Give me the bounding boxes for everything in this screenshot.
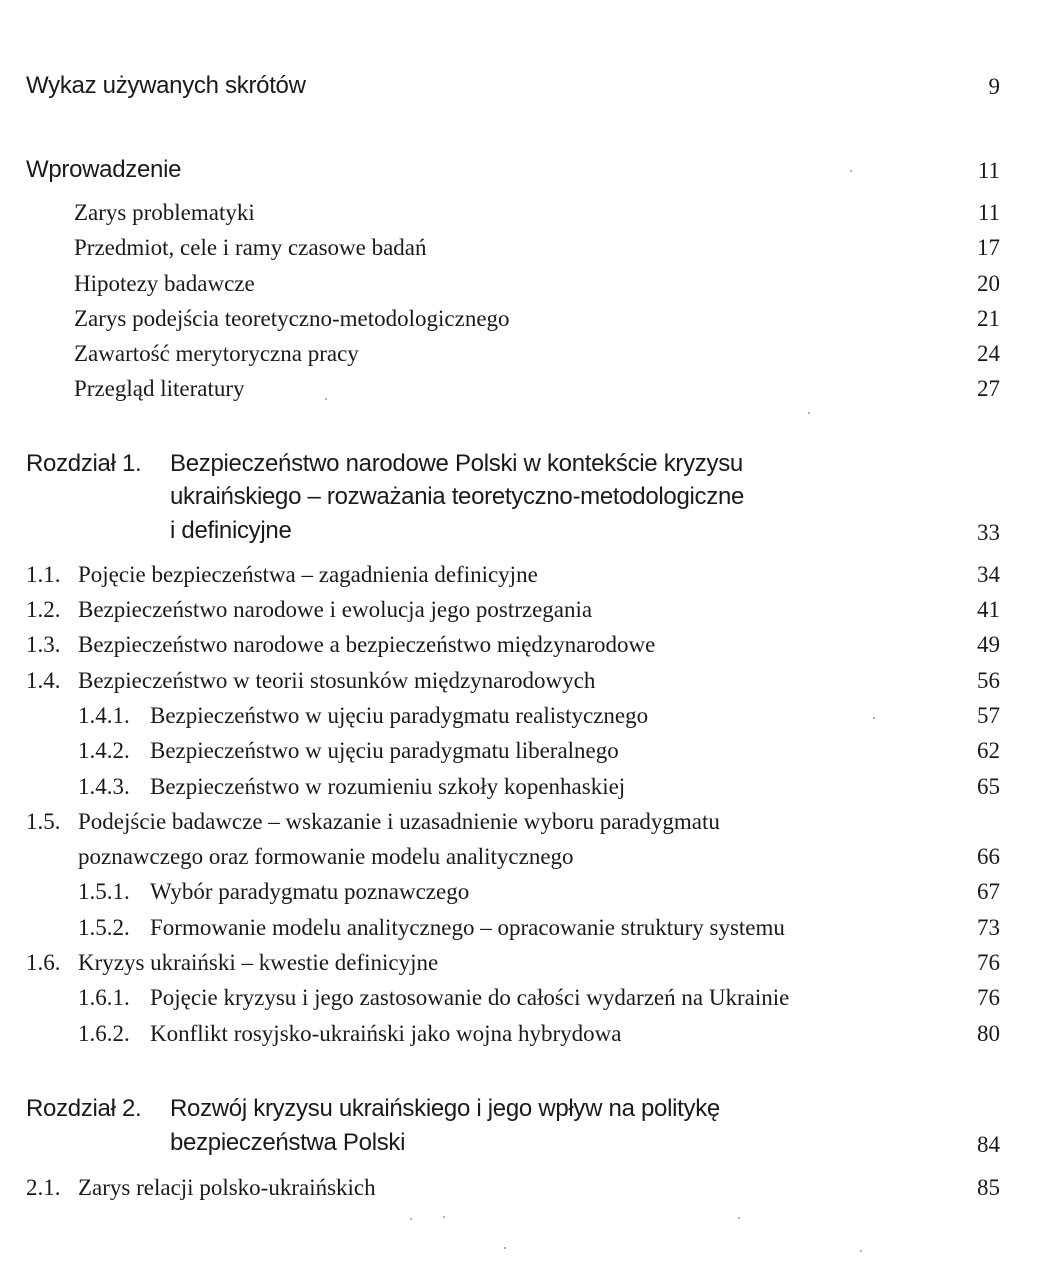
- toc-item-title: Zarys podejścia teoretyczno-metodologicznego: [74, 306, 510, 331]
- toc-page-number: 57: [977, 703, 1000, 728]
- toc-section[interactable]: [0, 950, 1060, 980]
- subsection-title: Formowanie modelu analitycznego – opracowanie struktury systemu: [150, 915, 785, 940]
- toc-page-number: 80: [977, 1021, 1000, 1046]
- scan-speck: [850, 170, 852, 172]
- toc-page-number: 21: [977, 306, 1000, 331]
- toc-section[interactable]: [0, 1175, 1060, 1205]
- toc-section[interactable]: [0, 809, 1060, 874]
- toc-title: Wprowadzenie: [26, 156, 182, 183]
- subsection-title: Bezpieczeństwo w rozumieniu szkoły kopenhaskiej: [150, 774, 626, 799]
- section-number: 1.6.: [26, 950, 61, 975]
- subsection-number: 1.4.1.: [78, 703, 130, 728]
- toc-page-number: 11: [977, 200, 1000, 225]
- toc-page-number: 27: [977, 376, 1000, 401]
- toc-entry-introduction[interactable]: [0, 156, 1060, 188]
- scan-speck: [443, 1216, 445, 1218]
- subsection-number: 1.4.3.: [78, 774, 130, 799]
- toc-page-number: 84: [977, 1132, 1000, 1157]
- toc-page-number: 34: [977, 562, 1000, 587]
- toc-page-number: 11: [977, 158, 1000, 183]
- toc-page-number: 65: [977, 774, 1000, 799]
- section-number: 1.2.: [26, 597, 61, 622]
- toc-page-number: 76: [977, 985, 1000, 1010]
- toc-page-number: 20: [977, 271, 1000, 296]
- scan-speck: [808, 412, 810, 414]
- toc-page-number: 9: [988, 74, 1000, 99]
- toc-subsection[interactable]: [0, 738, 1060, 768]
- toc-subsection[interactable]: [0, 1021, 1060, 1051]
- chapter-label: Rozdział 1.: [26, 450, 142, 477]
- toc-item[interactable]: [0, 341, 1060, 371]
- toc-item-title: Hipotezy badawcze: [74, 271, 255, 296]
- toc-page-number: 33: [977, 520, 1000, 545]
- scan-speck: [738, 1217, 740, 1219]
- toc-page-number: 56: [977, 668, 1000, 693]
- section-title: Zarys relacji polsko-ukraińskich: [78, 1175, 376, 1200]
- toc-page-number: 73: [977, 915, 1000, 940]
- toc-item[interactable]: [0, 271, 1060, 301]
- toc-page-number: 17: [977, 235, 1000, 260]
- toc-page-number: 24: [977, 341, 1000, 366]
- subsection-number: 1.6.2.: [78, 1021, 130, 1046]
- section-title: Podejście badawcze – wskazanie i uzasadnienie wyboru paradygmatu: [78, 809, 720, 834]
- toc-page-number: 76: [977, 950, 1000, 975]
- section-number: 1.4.: [26, 668, 61, 693]
- toc-item-title: Zarys problematyki: [74, 200, 255, 225]
- toc-item[interactable]: [0, 306, 1060, 336]
- toc-item[interactable]: [0, 235, 1060, 265]
- chapter-title-line: Bezpieczeństwo narodowe Polski w kontekście kryzysu: [170, 450, 743, 477]
- chapter-title-line: i definicyjne: [170, 517, 292, 544]
- toc-page-number: 66: [977, 844, 1000, 869]
- section-number: 1.1.: [26, 562, 61, 587]
- section-title-continuation: poznawczego oraz formowanie modelu analitycznego: [78, 844, 574, 869]
- toc-item-title: Przedmiot, cele i ramy czasowe badań: [74, 235, 427, 260]
- toc-title: Wykaz używanych skrótów: [26, 72, 306, 99]
- subsection-number: 1.4.2.: [78, 738, 130, 763]
- toc-page-number: 62: [977, 738, 1000, 763]
- scan-speck: [504, 1247, 506, 1249]
- subsection-title: Wybór paradygmatu poznawczego: [150, 879, 470, 904]
- scan-speck: [410, 1218, 412, 1220]
- toc-subsection[interactable]: [0, 985, 1060, 1015]
- scan-speck: [860, 1250, 862, 1252]
- scan-speck: [873, 717, 875, 719]
- toc-chapter-2[interactable]: [0, 1095, 1060, 1165]
- section-title: Bezpieczeństwo narodowe a bezpieczeństwo międzynarodowe: [78, 632, 656, 657]
- toc-item-title: Przegląd literatury: [74, 376, 245, 401]
- section-number: 1.3.: [26, 632, 61, 657]
- chapter-title-line: ukraińskiego – rozważania teoretyczno-metodologiczne: [170, 483, 745, 510]
- toc-item[interactable]: [0, 376, 1060, 406]
- toc-page-number: 67: [977, 879, 1000, 904]
- chapter-title-line: Rozwój kryzysu ukraińskiego i jego wpływ na politykę: [170, 1095, 720, 1122]
- toc-subsection[interactable]: [0, 915, 1060, 945]
- toc-page-number: 49: [977, 632, 1000, 657]
- toc-subsection[interactable]: [0, 879, 1060, 909]
- toc-entry-abbreviations[interactable]: [0, 72, 1060, 104]
- toc-item-title: Zawartość merytoryczna pracy: [74, 341, 359, 366]
- section-number: 2.1.: [26, 1175, 61, 1200]
- subsection-title: Bezpieczeństwo w ujęciu paradygmatu liberalnego: [150, 738, 619, 763]
- toc-subsection[interactable]: [0, 774, 1060, 804]
- subsection-number: 1.6.1.: [78, 985, 130, 1010]
- subsection-title: Pojęcie kryzysu i jego zastosowanie do całości wydarzeń na Ukrainie: [150, 985, 790, 1010]
- toc-section[interactable]: [0, 668, 1060, 698]
- toc-chapter-1[interactable]: [0, 450, 1060, 550]
- toc-subsection[interactable]: [0, 703, 1060, 733]
- subsection-title: Konflikt rosyjsko-ukraiński jako wojna hybrydowa: [150, 1021, 622, 1046]
- toc-page-number: 41: [977, 597, 1000, 622]
- subsection-number: 1.5.2.: [78, 915, 130, 940]
- subsection-number: 1.5.1.: [78, 879, 130, 904]
- scan-speck: [325, 398, 327, 400]
- section-title: Kryzys ukraiński – kwestie definicyjne: [78, 950, 439, 975]
- section-title: Pojęcie bezpieczeństwa – zagadnienia definicyjne: [78, 562, 538, 587]
- chapter-label: Rozdział 2.: [26, 1095, 142, 1122]
- subsection-title: Bezpieczeństwo w ujęciu paradygmatu realistycznego: [150, 703, 649, 728]
- chapter-title-line: bezpieczeństwa Polski: [170, 1129, 406, 1156]
- toc-page-number: 85: [977, 1175, 1000, 1200]
- section-title: Bezpieczeństwo narodowe i ewolucja jego postrzegania: [78, 597, 593, 622]
- toc-item[interactable]: [0, 200, 1060, 230]
- section-number: 1.5.: [26, 809, 61, 834]
- toc-section[interactable]: [0, 632, 1060, 662]
- section-title: Bezpieczeństwo w teorii stosunków międzynarodowych: [78, 668, 596, 693]
- toc-section[interactable]: [0, 597, 1060, 627]
- toc-section[interactable]: [0, 562, 1060, 592]
